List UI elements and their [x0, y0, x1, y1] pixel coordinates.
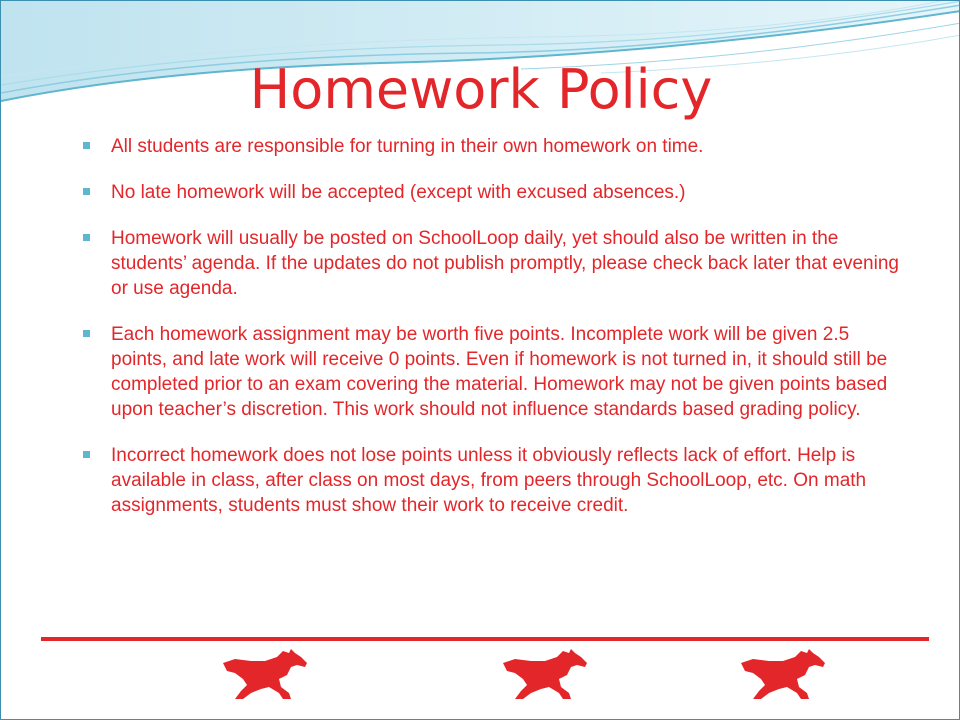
bullet-item [81, 180, 901, 205]
bullet-text: All students are responsible for turning in their own homework on time. [111, 136, 704, 157]
running-horse-icon [501, 649, 591, 701]
square-bullet-icon [83, 451, 90, 458]
square-bullet-icon [83, 234, 90, 241]
square-bullet-icon [83, 142, 90, 149]
bullet-item [81, 134, 901, 159]
running-horse-icon [739, 649, 829, 701]
running-horse-icon [221, 649, 311, 701]
footer-divider-line [41, 637, 929, 641]
bullet-item [81, 322, 901, 422]
bullet-text: Homework will usually be posted on SchoolLoop daily, yet should also be written in the students’ agenda. If the updates do not publish promptly, please check back later that evening or use agenda. [111, 228, 899, 299]
bullet-text: Each homework assignment may be worth five points. Incomplete work will be given 2.5 points, and late work will receive 0 points. Even if homework is not turned in, it should still be completed prior to an exam covering the material. Homework may not be given points based upon teacher’s discretion. This work should not influence standards based grading policy. [111, 324, 888, 420]
bullet-item [81, 226, 901, 301]
square-bullet-icon [83, 330, 90, 337]
policy-bullet-list [81, 134, 901, 539]
bullet-text: Incorrect homework does not lose points unless it obviously reflects lack of effort. Help is available in class, after class on most days, from peers through SchoolLoop, etc. On math assignments, students must show their work to receive credit. [111, 445, 867, 516]
square-bullet-icon [83, 188, 90, 195]
bullet-item [81, 443, 901, 518]
bullet-text: No late homework will be accepted (except with excused absences.) [111, 182, 686, 203]
slide-title: Homework Policy [249, 58, 713, 121]
